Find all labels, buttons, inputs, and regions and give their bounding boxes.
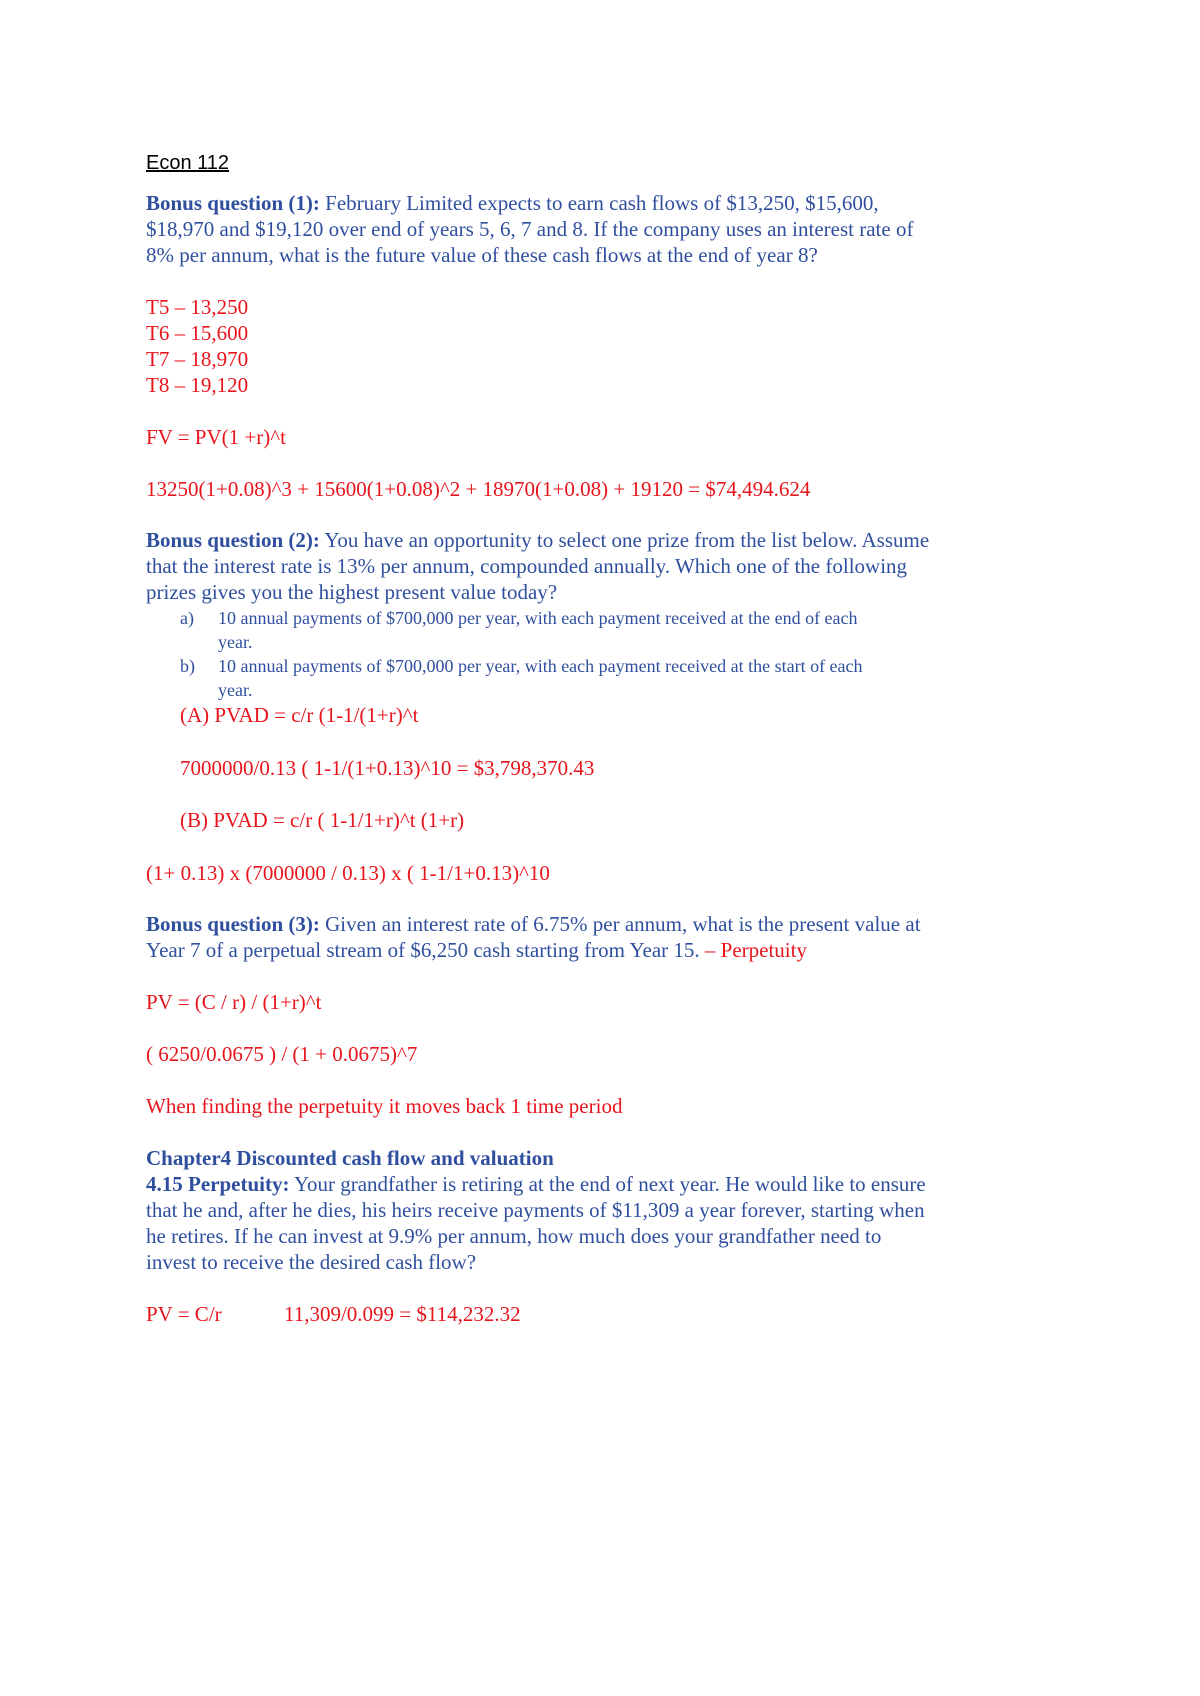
q1-calculation: 13250(1+0.08)^3 + 15600(1+0.08)^2 + 18970(1+0.08) + 19120 = $74,494.624 <box>146 477 811 501</box>
chapter-q-text-1: Your grandfather is retiring at the end of next year. He would like to ensure <box>289 1172 926 1196</box>
q1-formula: FV = PV(1 +r)^t <box>146 425 286 449</box>
q2-option-a <box>146 605 1086 631</box>
chapter-q-text-2: that he and, after he dies, his heirs receive payments of $11,309 a year forever, starting when <box>146 1198 925 1222</box>
q1-answer-t5: T5 – 13,250 <box>146 295 249 319</box>
q2-text-2: that the interest rate is 13% per annum, compounded annually. Which one of the following <box>146 554 908 578</box>
q3-label: Bonus question (3): <box>146 912 320 936</box>
q3-line-1 <box>146 911 921 937</box>
chapter-heading: Chapter4 Discounted cash flow and valuation <box>146 1146 554 1170</box>
q3-calculation: ( 6250/0.0675 ) / (1 + 0.0675)^7 <box>146 1042 418 1066</box>
document-title: Econ 112 <box>146 152 230 174</box>
q2-option-b-text: 10 annual payments of $700,000 per year, with each payment received at the start of each <box>218 656 863 676</box>
chapter-answer-calc: 11,309/0.099 = $114,232.32 <box>284 1302 521 1326</box>
q1-answer-t7: T7 – 18,970 <box>146 347 249 371</box>
chapter-q-text-4: invest to receive the desired cash flow? <box>146 1250 477 1274</box>
q2-answer-a-calc: 7000000/0.13 ( 1-1/(1+0.13)^10 = $3,798,370.43 <box>180 756 595 780</box>
chapter-q-label: 4.15 Perpetuity: <box>146 1172 290 1196</box>
q3-formula: PV = (C / r) / (1+r)^t <box>146 990 322 1014</box>
q1-line-1 <box>146 190 879 216</box>
q1-text-3: 8% per annum, what is the future value of these cash flows at the end of year 8? <box>146 243 818 267</box>
q2-option-b-text-2: year. <box>218 680 253 700</box>
q2-answer-b-calc: (1+ 0.13) x (7000000 / 0.13) x ( 1-1/1+0.13)^10 <box>146 861 550 885</box>
q1-answer-t8: T8 – 19,120 <box>146 373 249 397</box>
q3-text-2: Year 7 of a perpetual stream of $6,250 cash starting from Year 15. <box>146 938 705 962</box>
q3-line-2 <box>146 937 807 963</box>
q2-text-3: prizes gives you the highest present value today? <box>146 580 558 604</box>
q2-text-1: You have an opportunity to select one prize from the list below. Assume <box>319 528 930 552</box>
q2-option-a-text-2: year. <box>218 632 253 652</box>
q2-label: Bonus question (2): <box>146 528 320 552</box>
chapter-q-text-3: he retires. If he can invest at 9.9% per annum, how much does your grandfather need to <box>146 1224 882 1248</box>
q2-answer-a-formula: (A) PVAD = c/r (1-1/(1+r)^t <box>180 703 419 727</box>
chapter-q-line-1 <box>146 1171 926 1197</box>
q2-line-1 <box>146 527 929 553</box>
q1-text-1: February Limited expects to earn cash flows of $13,250, $15,600, <box>319 191 879 215</box>
q1-answer-t6: T6 – 15,600 <box>146 321 249 345</box>
q2-answer-b-formula: (B) PVAD = c/r ( 1-1/1+r)^t (1+r) <box>180 808 465 832</box>
q2-option-b <box>146 653 1086 679</box>
q3-text-1: Given an interest rate of 6.75% per annum, what is the present value at <box>319 912 921 936</box>
q2-option-b-label: b) <box>180 656 195 676</box>
q3-note: When finding the perpetuity it moves back 1 time period <box>146 1094 623 1118</box>
q2-option-a-label: a) <box>180 608 194 628</box>
q2-option-a-text: 10 annual payments of $700,000 per year, with each payment received at the end of each <box>218 608 858 628</box>
q1-text-2: $18,970 and $19,120 over end of years 5, 6, 7 and 8. If the company uses an interest rate of <box>146 217 914 241</box>
q1-label: Bonus question (1): <box>146 191 320 215</box>
q3-perpetuity-tag: – Perpetuity <box>704 938 807 962</box>
chapter-answer-formula: PV = C/r <box>146 1302 222 1326</box>
